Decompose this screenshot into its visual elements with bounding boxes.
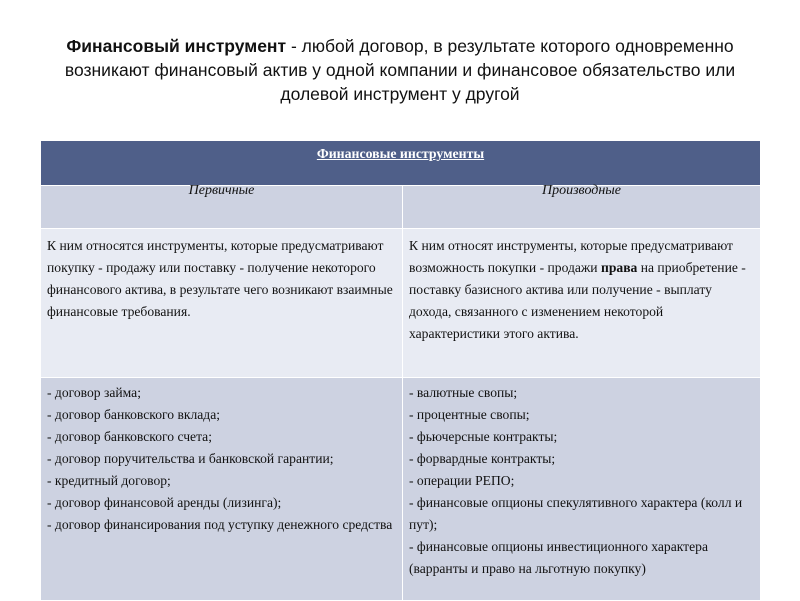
derivative-description-before: К ним относят инструменты, которые предусматривают возможность покупки - продажи [409,238,733,275]
derivative-examples-list [409,382,754,580]
derivative-description-bold: права [601,260,638,275]
list-item: - договор займа; [47,385,141,400]
list-item: - договор поручительства и банковской гарантии; [47,451,334,466]
list-item: - договор банковского вклада; [47,407,221,422]
heading-term: Финансовый инструмент [66,36,287,56]
primary-examples-list [47,382,396,536]
table-title: Финансовые инструменты [41,141,761,186]
list-item: - форвардные контракты; [409,451,556,466]
list-item: - финансовые опционы инвестиционного характера (варранты и право на льготную покупку) [409,539,708,576]
primary-description: К ним относятся инструменты, которые предусматривают покупку - продажу или поставку - получение некоторого финансового актива, в результате чего возникают взаимные финансовые требования. [47,238,393,319]
column-header-primary-label: Первичные [188,183,255,198]
derivative-description-cell [403,229,761,378]
heading-definition: - любой договор, в результате которого одновременно возникают финансовый актив у одной компании и финансовое обязательство или долевой инструмент у другой [64,36,736,104]
slide-heading [60,34,740,106]
list-item: - кредитный договор; [47,473,171,488]
derivative-description-after: на приобретение - поставку базисного актива или получение - выплату дохода, связанного с изменением некоторой характеристики этого актива. [409,260,746,341]
description-row [41,229,761,378]
primary-examples-cell [41,378,403,601]
financial-instruments-table [40,140,761,601]
derivative-description [409,235,754,345]
list-item: - процентные свопы; [409,407,530,422]
list-item: - договор финансирования под уступку денежного средства [47,517,393,532]
column-header-row [41,186,761,229]
list-item: - договор финансовой аренды (лизинга); [47,495,282,510]
list-item: - финансовые опционы спекулятивного характера (колл и пут); [409,495,743,532]
examples-row [41,378,761,601]
column-header-derivative [403,183,761,229]
column-header-primary [41,183,403,229]
derivative-examples-cell [403,378,761,601]
list-item: - договор банковского счета; [47,429,212,444]
primary-description-cell [41,229,403,378]
list-item: - операции РЕПО; [409,473,515,488]
list-item: - фьючерсные контракты; [409,429,558,444]
column-header-derivative-label: Производные [541,183,621,198]
table-header-row [41,141,761,186]
list-item: - валютные свопы; [409,385,518,400]
